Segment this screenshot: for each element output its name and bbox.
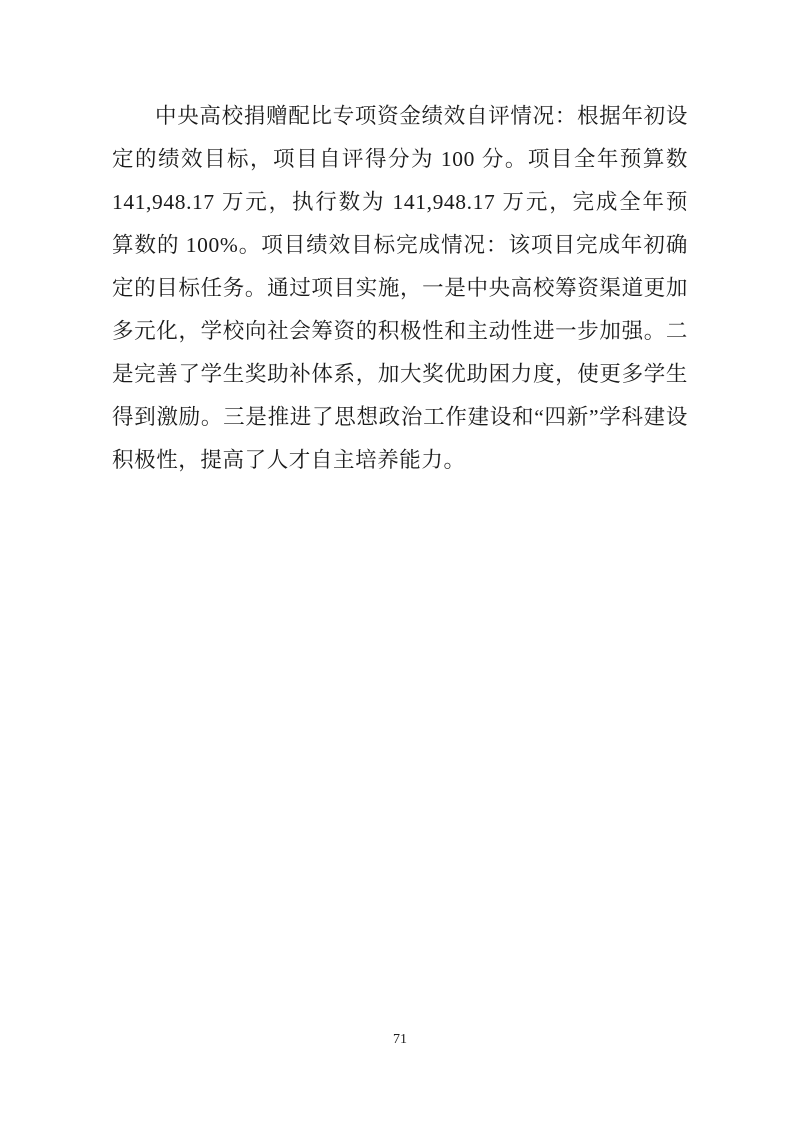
page-number: 71 xyxy=(393,1032,407,1047)
page-content xyxy=(112,95,688,482)
paragraph-performance-evaluation: 中央高校捐赠配比专项资金绩效自评情况：根据年初设定的绩效目标，项目自评得分为 100 分。项目全年预算数 141,948.17 万元，执行数为 141,948.17 万元，完成全年预算数的 100%。项目绩效目标完成情况：该项目完成年初确定的目标任务。通过项目实施，一是中央高校筹资渠道更加多元化，学校向社会筹资的积极性和主动性进一步加强。二是完善了学生奖助补体系，加大奖优助困力度，使更多学生得到激励。三是推进了思想政治工作建设和“四新”学科建设积极性，提高了人才自主培养能力。 xyxy=(112,104,688,472)
